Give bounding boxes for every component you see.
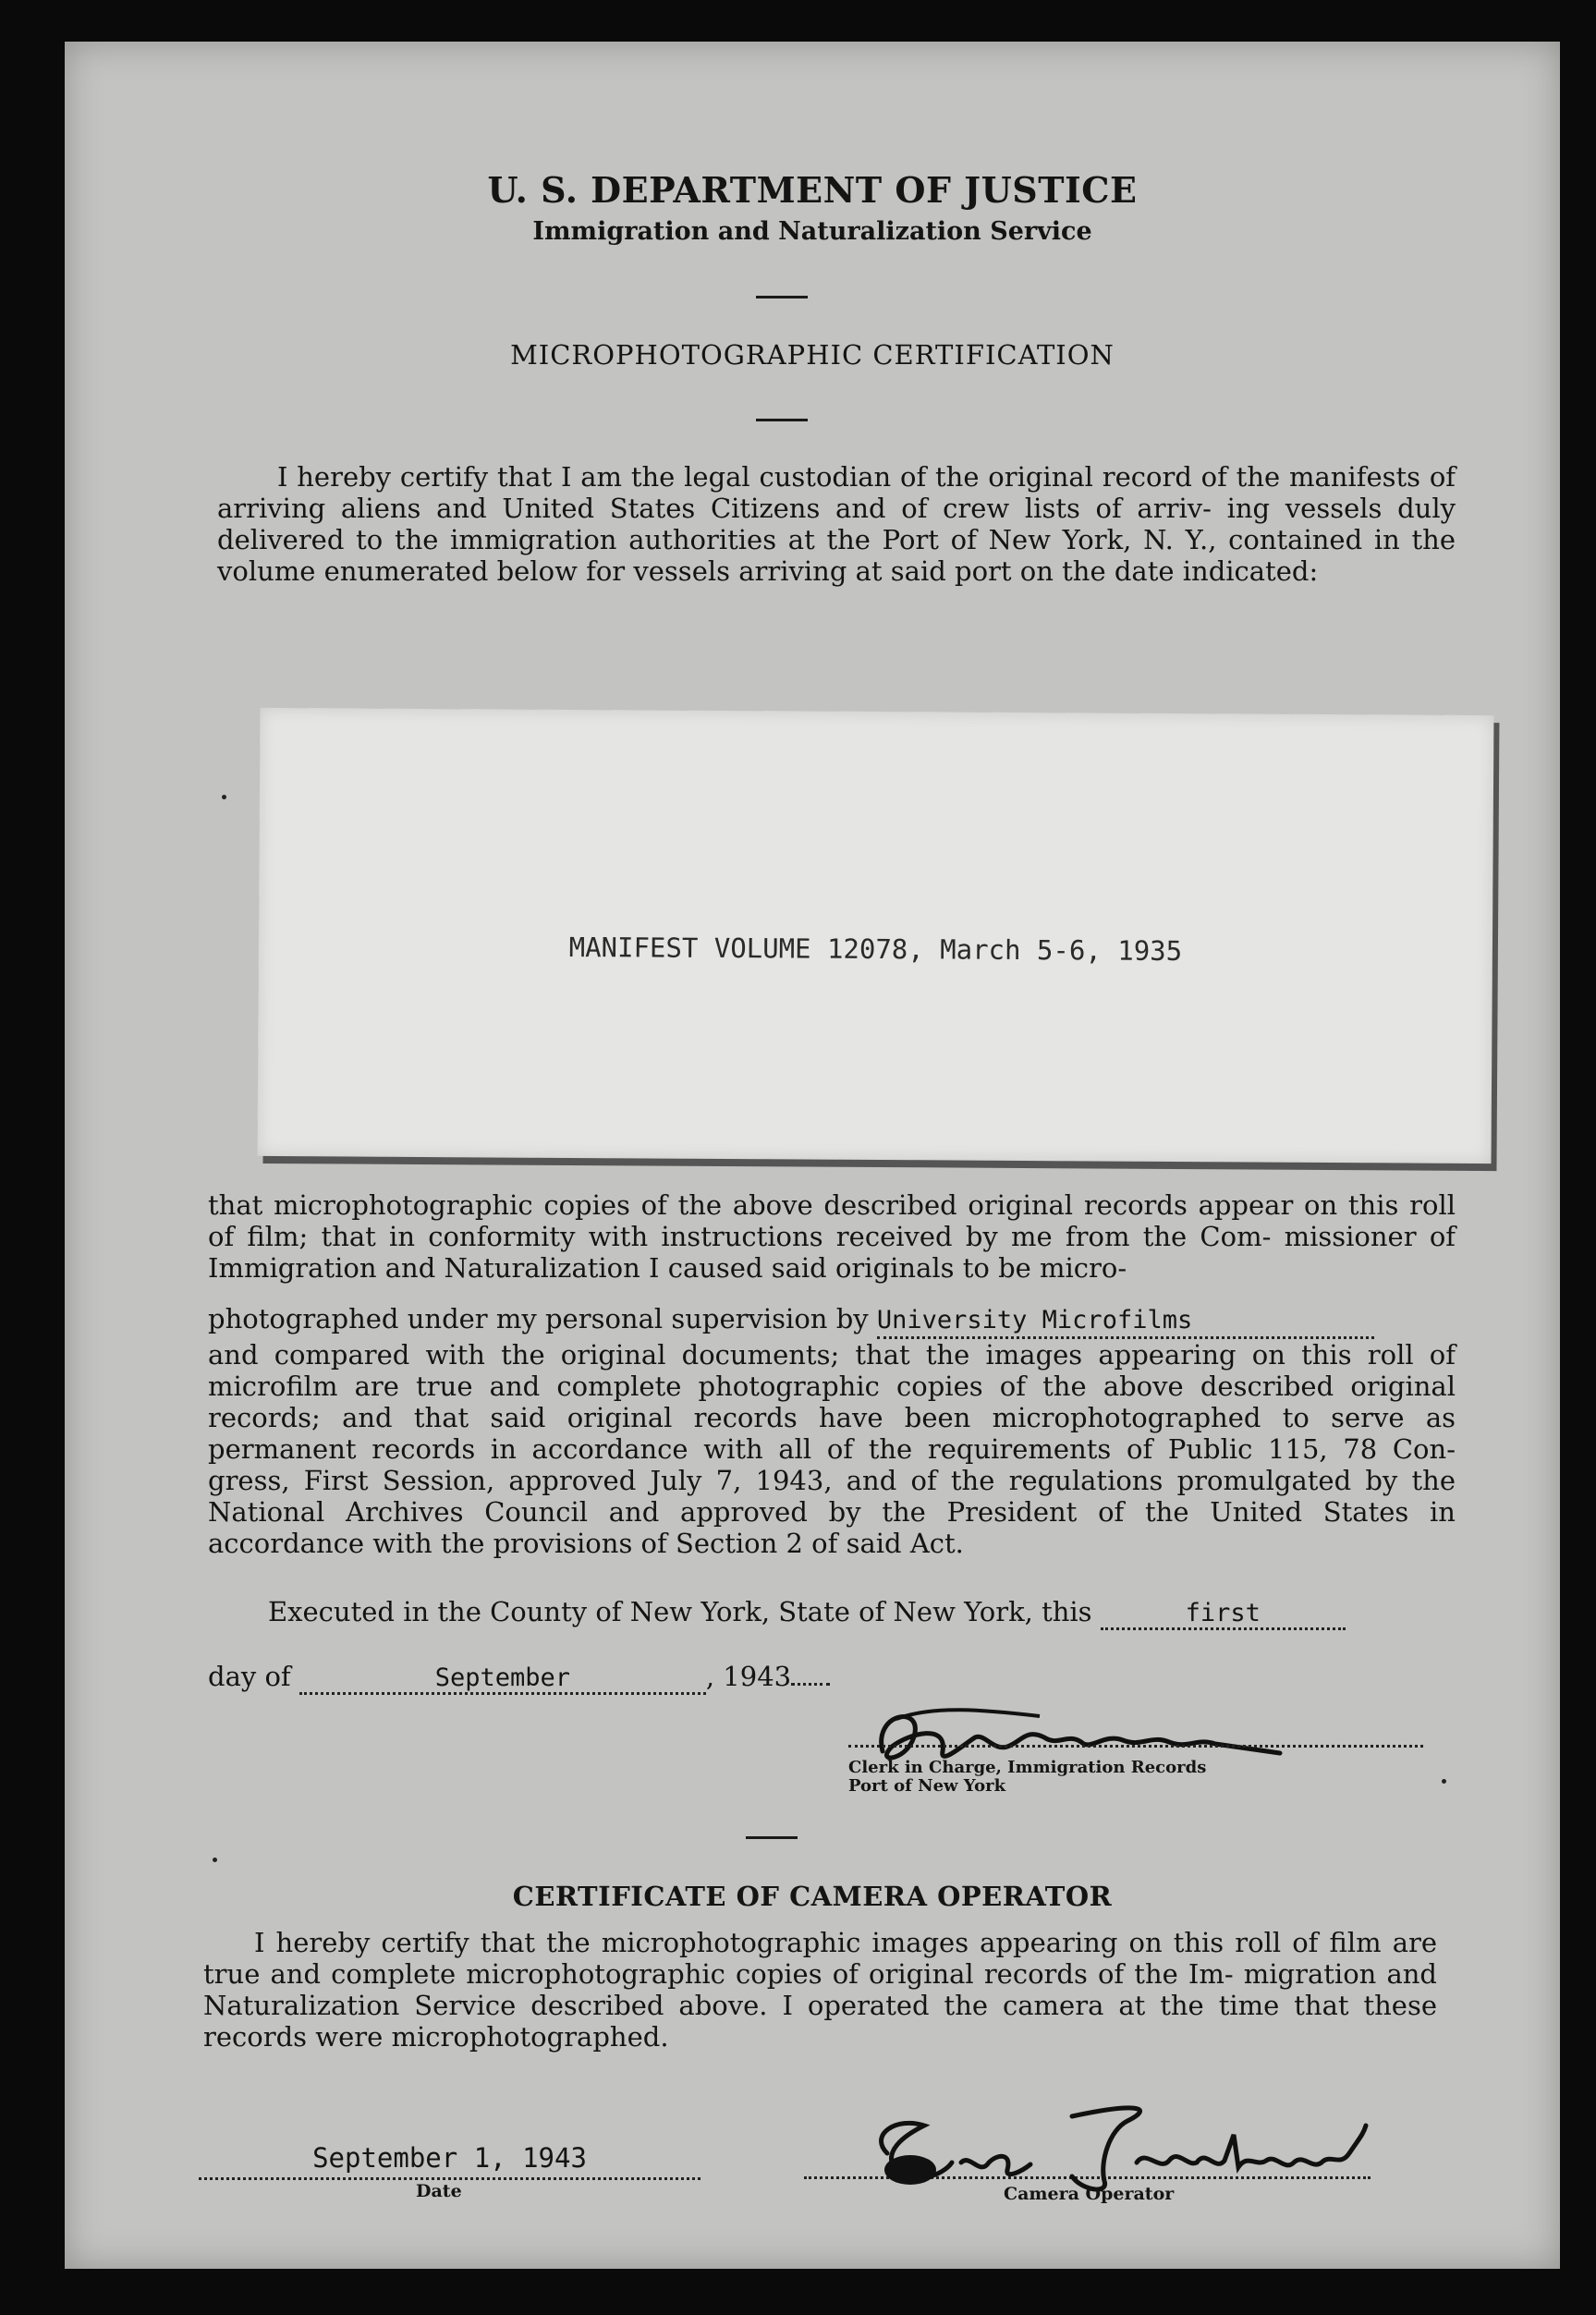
body-line: National Archives Council and approved by the President of the United States in [208,1496,1456,1528]
camera-paragraph [203,1927,1437,2053]
month-value: September [434,1663,571,1692]
camera-certificate-title: CERTIFICATE OF CAMERA OPERATOR [512,1881,1113,1912]
execution-prefix: Executed in the County of New York, State of New York, this [268,1596,1092,1627]
date-field [199,2144,701,2180]
body-line: and compared with the original documents; that the images appearing on this roll of [208,1339,1456,1371]
body-line: gress, First Session, approved July 7, 1943, and of the regulations promulgated by the [208,1465,1456,1496]
intro-line: N. Y., contained in the volume enumerated below for vessels arriving at said port on [217,524,1456,587]
day-field [1101,1596,1346,1630]
clerk-title-line: Port of New York [848,1776,1006,1796]
divider [756,419,808,421]
body-line: permanent records in accordance with all of the requirements of Public 115, 78 Con- [208,1433,1456,1465]
body-line: that microphotographic copies of the above described original records appear on this [208,1189,1399,1221]
body-line: accordance with the provisions of Section 2 of said Act. [208,1528,964,1559]
clerk-title [848,1759,1206,1796]
supervision-prefix: photographed under my personal supervision by [208,1303,869,1334]
body-paragraph-part2 [208,1303,1456,1559]
intro-paragraph [217,461,1456,587]
supervision-value: University Microfilms [876,1306,1193,1334]
intro-line: the date indicated: [1062,555,1319,587]
camera-line: time that these records were microphotographed. [203,1990,1438,2053]
intro-line: ing vessels duly delivered to the immigration authorities at the Port of New York, [217,493,1456,555]
execution-line [268,1596,1346,1630]
certification-title: MICROPHOTOGRAPHIC CERTIFICATION [510,339,1115,371]
month-line [208,1661,830,1695]
department-title: U. S. DEPARTMENT OF JUSTICE [487,169,1138,211]
year-text: , 1943 [705,1661,792,1692]
operator-label: Camera Operator [1004,2184,1175,2204]
year-dots [791,1683,830,1686]
speck [222,795,226,799]
service-title: Immigration and Naturalization Service [532,217,1092,246]
day-of-label: day of [208,1661,291,1692]
date-label: Date [416,2181,462,2201]
body-line: missioner of Immigration and Naturalization I caused said originals to be micro- [208,1221,1456,1284]
supervision-line [208,1303,1456,1339]
divider [756,296,808,299]
camera-line: migration and Naturalization Service described above. I operated the camera at the [203,1958,1437,2021]
clerk-signature-line [848,1745,1423,1748]
camera-line: film are true and complete microphotographic copies of original records of the Im- [203,1927,1438,1990]
body-line: microfilm are true and complete photographic copies of the above described original [208,1371,1456,1402]
camera-line: I hereby certify that the microphotographic images appearing on this roll of [254,1927,1319,1958]
manifest-card [258,708,1494,1164]
date-value: September 1, 1943 [312,2142,587,2174]
body-line: records; and that said original records have been microphotographed to serve as [208,1402,1456,1433]
supervision-field [877,1303,1374,1339]
month-field [299,1661,706,1695]
speck [1442,1779,1446,1784]
day-value: first [1185,1599,1261,1627]
body-line: roll of film; that in conformity with instructions received by me from the Com- [208,1189,1456,1252]
clerk-title-line: Clerk in Charge, Immigration Records [848,1758,1207,1777]
divider [746,1836,798,1839]
intro-line: manifests of arriving aliens and United States Citizens and of crew lists of arriv- [217,461,1456,524]
manifest-volume-label: MANIFEST VOLUME 12078, March 5-6, 1935 [568,931,1183,968]
body-paragraph-part1 [208,1189,1456,1284]
certificate-sheet [65,42,1560,2269]
speck [213,1858,217,1862]
intro-line: I hereby certify that I am the legal custodian of the original record of the [277,461,1281,493]
